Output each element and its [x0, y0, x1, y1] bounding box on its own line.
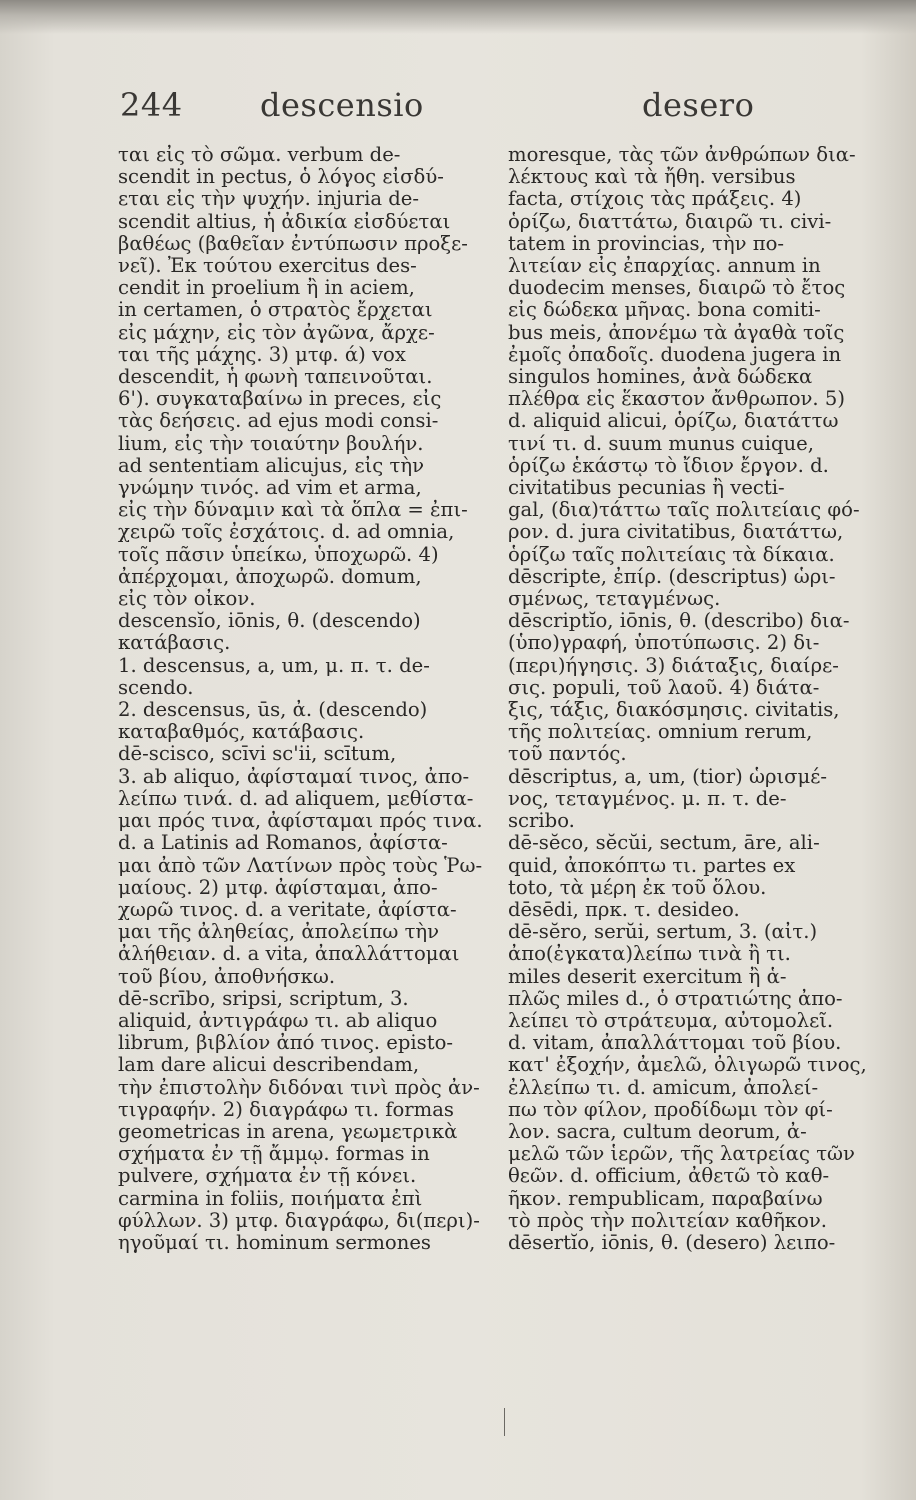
text-line: pulvere, σχήματα ἐν τῇ κόνει.: [118, 1165, 417, 1188]
text-line: dē-scrībo, sripsi, scriptum, 3.: [118, 987, 409, 1010]
text-line: moresque, τὰς τῶν ἀνθρώπων δια-: [508, 144, 856, 166]
text-line: μαι τῆς ἀληθείας, ἀπολείπω τὴν: [118, 921, 440, 944]
text-line: εἰς δώδεκα μῆνας. bona comiti-: [508, 299, 821, 322]
text-line: ῆκον. rempublicam, παραβαίνω: [508, 1187, 823, 1210]
text-line: librum, βιβλίον ἀπό τινος. episto-: [118, 1032, 454, 1055]
text-line: λείπει τὸ στράτευμα, αὐτομολεῖ.: [508, 1009, 834, 1032]
text-line: ξις, τάξις, διακόσμησις. civitatis,: [508, 699, 840, 722]
text-line: civitatibus pecunias ἢ vecti-: [508, 477, 785, 500]
text-line: λον. sacra, cultum deorum, ἀ-: [508, 1120, 807, 1143]
text-line: ἀπο(ἐγκατα)λείπω τινὰ ἢ τι.: [508, 943, 791, 966]
scan-top-shadow: [0, 0, 916, 34]
text-line: τῆς πολιτείας. omnium rerum,: [508, 721, 813, 744]
text-line: 1. descensus, a, um, μ. π. τ. de-: [118, 654, 430, 677]
text-line: aliquid, ἀντιγράφω τι. ab aliquo: [118, 1009, 438, 1032]
page-number: 244: [120, 86, 183, 124]
text-line: d. aliquid alicui, ὁρίζω, διατάττω: [508, 410, 839, 433]
text-line: 2. descensus, ūs, ἀ. (descendo): [118, 699, 428, 722]
text-line: facta, στίχοις τὰς πράξεις. 4): [508, 188, 802, 211]
text-line: dēscripte, ἐπίρ. (descriptus) ὡρι-: [508, 565, 836, 588]
right-column: [508, 144, 878, 1254]
text-line: μαι ἀπὸ τῶν Λατίνων πρὸς τοὺς Ῥω-: [118, 854, 483, 877]
text-line: ad sententiam alicujus, εἰς τὴν: [118, 454, 424, 477]
text-line: γνώμην τινός. ad vim et arma,: [118, 477, 422, 500]
text-line: tatem in provincias, τὴν πο-: [508, 232, 785, 255]
text-line: gal, (δια)τάττω ταῖς πολιτείαις φό-: [508, 499, 860, 522]
text-line: lam dare alicui describendam,: [118, 1054, 420, 1077]
text-line: scendit altius, ἡ ἀδικία εἰσδύεται: [118, 210, 451, 233]
text-line: νος, τεταγμένος. μ. π. τ. de-: [508, 787, 787, 810]
text-line: d. a Latinis ad Romanos, ἀφίστα-: [118, 832, 448, 855]
text-line: ὁρίζω, διαττάτω, διαιρῶ τι. civi-: [508, 210, 832, 233]
text-line: τιγραφήν. 2) διαγράφω τι. formas: [118, 1098, 454, 1121]
text-line: φύλλων. 3) μτφ. διαγράφω, δι(περι)-: [118, 1209, 480, 1232]
text-line: πω τὸν φίλον, προδίδωμι τὸν φί-: [508, 1098, 833, 1121]
text-line: σις. populi, τοῦ λαοῦ. 4) διάτα-: [508, 676, 820, 699]
text-line: σμένως, τεταγμένως.: [508, 588, 721, 611]
text-line: λείπω τινά. d. ad aliquem, μεθίστα-: [118, 787, 474, 810]
text-line: dēscriptus, a, um, (tior) ὡρισμέ-: [508, 765, 828, 788]
text-line: τοῖς πᾶσιν ὑπείκω, ὑποχωρῶ. 4): [118, 543, 439, 566]
text-line: scendit in pectus, ὁ λόγος εἰσδύ-: [118, 166, 444, 189]
text-line: quid, ἀποκόπτω τι. partes ex: [508, 854, 796, 877]
text-line: εται εἰς τὴν ψυχήν. injuria de-: [118, 188, 420, 211]
text-line: dēsertĭo, iōnis, θ. (desero) λειπο-: [508, 1231, 836, 1254]
text-line: bus meis, ἀπονέμω τὰ ἀγαθὰ τοῖς: [508, 321, 845, 344]
text-line: τοῦ βίου, ἀποθνήσκω.: [118, 965, 336, 988]
text-line: ἀλήθειαν. d. a vita, ἀπαλλάττομαι: [118, 943, 460, 966]
text-line: μαι πρός τινα, ἀφίσταμαι πρός τινα.: [118, 810, 483, 833]
right-guide-word: desero: [642, 86, 755, 124]
text-line: εἰς μάχην, εἰς τὸν ἀγῶνα, ἄρχε-: [118, 321, 435, 344]
text-line: miles deserit exercitum ἢ ἁ-: [508, 965, 787, 988]
text-line: singulos homines, ἀνὰ δώδεκα: [508, 366, 813, 389]
text-line: in certamen, ὁ στρατὸς ἔρχεται: [118, 299, 433, 322]
text-line: ται τῆς μάχης. 3) μτφ. ά) vox: [118, 343, 406, 366]
text-line: dē-sĕro, serŭi, sertum, 3. (αἰτ.): [508, 921, 818, 944]
text-line: νεῖ). Ἐκ τούτου exercitus des-: [118, 255, 417, 278]
text-line: ἐλλείπω τι. d. amicum, ἀπολεί-: [508, 1076, 819, 1099]
text-line: descensĭo, iōnis, θ. (descendo): [118, 610, 421, 633]
text-line: θεῶν. d. officium, ἀθετῶ τὸ καθ-: [508, 1165, 830, 1188]
text-line: ρον. d. jura civitatibus, διατάττω,: [508, 521, 844, 544]
text-line: σχήματα ἐν τῇ ἄμμῳ. formas in: [118, 1143, 430, 1166]
text-line: καταβαθμός, κατάβασις.: [118, 721, 365, 744]
text-line: (περι)ήγησις. 3) διάταξις, διαίρε-: [508, 654, 839, 677]
text-line: χειρῶ τοῖς ἐσχάτοις. d. ad omnia,: [118, 521, 455, 544]
text-line: εἰς τὸν οἶκον.: [118, 588, 256, 611]
text-line: ὁρίζω ἑκάστῳ τὸ ἴδιον ἔργον. d.: [508, 454, 829, 477]
text-line: dē-scisco, scīvi sc'ii, scītum,: [118, 743, 397, 766]
text-line: ἀπέρχομαι, ἀποχωρῶ. domum,: [118, 565, 422, 588]
text-line: χωρῶ τινος. d. a veritate, ἀφίστα-: [118, 898, 457, 921]
text-line: λιτείαν εἰς ἐπαρχίας. annum in: [508, 255, 821, 278]
left-column: [118, 144, 502, 1254]
text-line: dē-sĕco, sĕcŭi, sectum, āre, ali-: [508, 832, 820, 855]
text-line: 6'). συγκαταβαίνω in preces, εἰς: [118, 388, 442, 411]
text-line: εἰς τὴν δύναμιν καὶ τὰ ὅπλα = ἐπι-: [118, 499, 468, 522]
text-line: toto, τὰ μέρη ἐκ τοῦ ὅλου.: [508, 876, 767, 899]
text-line: λέκτους καὶ τὰ ἤθη. versibus: [508, 166, 796, 189]
text-line: lium, εἰς τὴν τοιαύτην βουλήν.: [118, 432, 424, 455]
text-line: τινί τι. d. suum munus cuique,: [508, 432, 814, 455]
text-line: dēsēdi, πρκ. τ. desideo.: [508, 898, 740, 921]
text-line: scendo.: [118, 676, 194, 699]
text-line: μαίους. 2) μτφ. ἀφίσταμαι, ἀπο-: [118, 876, 438, 899]
text-line: τὰς δεήσεις. ad ejus modi consi-: [118, 410, 439, 433]
text-line: τὴν ἐπιστολὴν διδόναι τινὶ πρὸς ἀν-: [118, 1076, 480, 1099]
text-line: κατ' ἐξοχήν, ἀμελῶ, ὀλιγωρῶ τινος,: [508, 1054, 867, 1077]
text-line: βαθέως (βαθεῖαν ἐντύπωσιν προξε-: [118, 232, 468, 255]
text-line: (ὑπο)γραφή, ὑποτύπωσις. 2) δι-: [508, 632, 820, 655]
text-line: duodecim menses, διαιρῶ τὸ ἔτος: [508, 277, 846, 300]
text-line: ται εἰς τὸ σῶμα. verbum de-: [118, 144, 401, 166]
text-line: κατάβασις.: [118, 632, 231, 655]
text-line: cendit in proelium ἢ in aciem,: [118, 277, 415, 300]
text-line: τὸ πρὸς τὴν πολιτείαν καθῆκον.: [508, 1209, 827, 1232]
text-line: 3. ab aliquo, ἀφίσταμαί τινος, ἀπο-: [118, 765, 470, 788]
text-line: scribo.: [508, 810, 575, 833]
text-line: ηγοῦμαί τι. hominum sermones: [118, 1231, 431, 1254]
text-line: ἐμοῖς ὀπαδοῖς. duodena jugera in: [508, 343, 842, 366]
column-divider: [504, 1408, 505, 1436]
text-line: τοῦ παντός.: [508, 743, 627, 766]
left-guide-word: descensio: [260, 86, 424, 124]
text-line: πλῶς miles d., ὁ στρατιώτης ἀπο-: [508, 987, 843, 1010]
text-line: dēscriptĭo, iōnis, θ. (describo) δια-: [508, 610, 850, 633]
text-line: descendit, ἡ φωνὴ ταπεινοῦται.: [118, 366, 433, 389]
text-line: πλέθρα εἰς ἕκαστον ἄνθρωπον. 5): [508, 388, 845, 411]
text-line: ὁρίζω ταῖς πολιτείαις τὰ δίκαια.: [508, 543, 835, 566]
text-line: geometricas in arena, γεωμετρικὰ: [118, 1120, 458, 1143]
text-line: μελῶ τῶν ἱερῶν, τῆς λατρείας τῶν: [508, 1143, 855, 1166]
text-line: d. vitam, ἀπαλλάττομαι τοῦ βίου.: [508, 1032, 842, 1055]
page-header: [120, 86, 755, 136]
text-line: carmina in foliis, ποιήματα ἐπὶ: [118, 1187, 423, 1210]
